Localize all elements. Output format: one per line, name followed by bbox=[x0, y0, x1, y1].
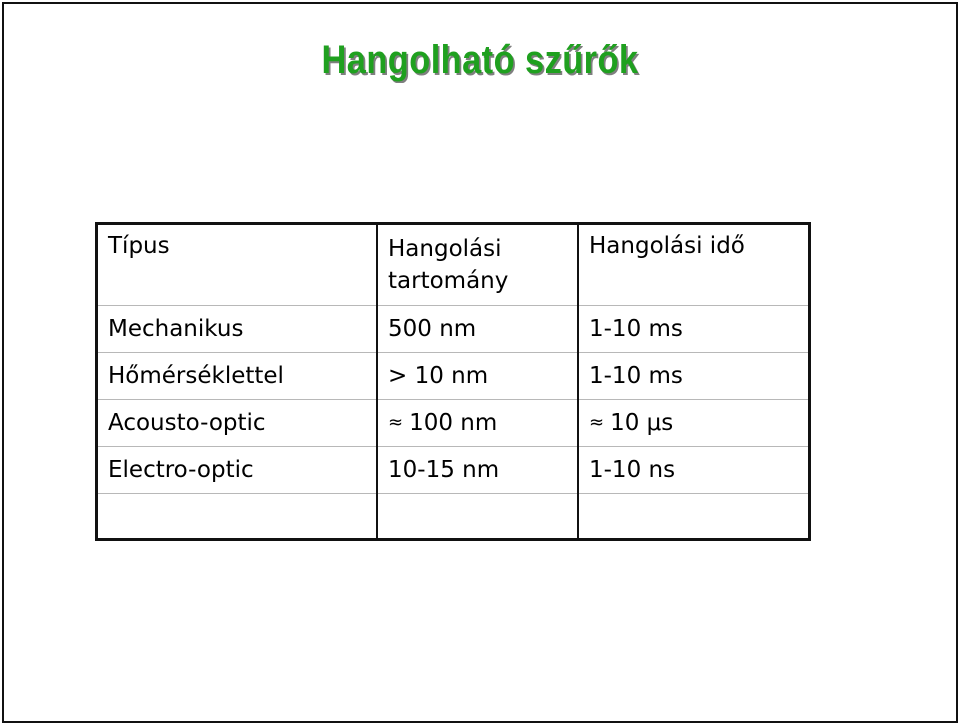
cell-type: Mechanikus bbox=[97, 306, 378, 353]
cell-type: Electro-optic bbox=[97, 447, 378, 494]
cell-time: 1-10 ns bbox=[578, 447, 810, 494]
header-range-line-2: tartomány bbox=[388, 268, 509, 294]
table-row bbox=[97, 353, 810, 400]
cell-range-value: 100 nm bbox=[409, 410, 498, 436]
table-row bbox=[97, 400, 810, 447]
header-range bbox=[377, 224, 578, 306]
cell-time: 1-10 ms bbox=[578, 306, 810, 353]
table-row bbox=[97, 447, 810, 494]
table-row-empty bbox=[97, 494, 810, 540]
slide-title: Hangolható szűrők bbox=[321, 38, 639, 82]
header-range-line-1: Hangolási bbox=[388, 236, 502, 262]
cell-time bbox=[578, 494, 810, 540]
tuning-table bbox=[95, 222, 811, 541]
cell-time bbox=[578, 400, 810, 447]
cell-time: 1-10 ms bbox=[578, 353, 810, 400]
approx-symbol: ≈ bbox=[388, 412, 404, 433]
cell-range: > 10 nm bbox=[377, 353, 578, 400]
header-time: Hangolási idő bbox=[578, 224, 810, 306]
cell-type: Hőmérséklettel bbox=[97, 353, 378, 400]
cell-range: 10-15 nm bbox=[377, 447, 578, 494]
cell-type bbox=[97, 494, 378, 540]
table-header-row bbox=[97, 224, 810, 306]
cell-type: Acousto-optic bbox=[97, 400, 378, 447]
header-type: Típus bbox=[97, 224, 378, 306]
table-row bbox=[97, 306, 810, 353]
cell-range bbox=[377, 400, 578, 447]
cell-range bbox=[377, 494, 578, 540]
cell-range: 500 nm bbox=[377, 306, 578, 353]
approx-symbol: ≈ bbox=[589, 412, 605, 433]
cell-time-value: 10 μs bbox=[610, 410, 674, 436]
